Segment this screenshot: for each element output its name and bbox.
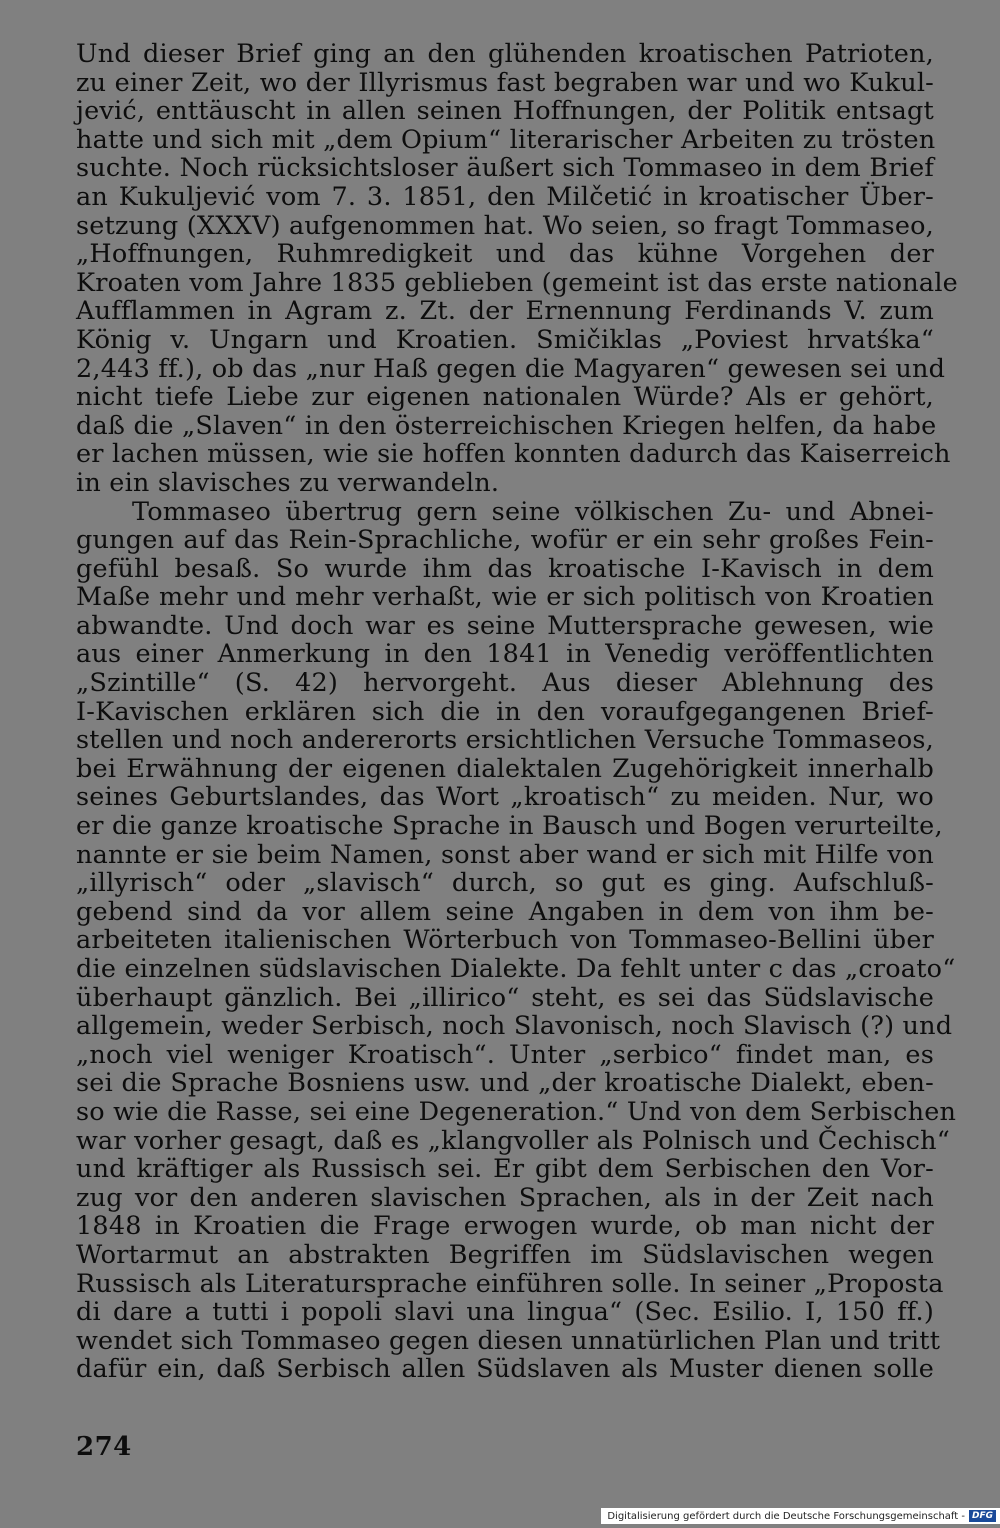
text-line: in ein slavisches zu verwandeln. bbox=[76, 467, 500, 498]
text-line: sei die Sprache Bosniens usw. und „der kroatische Dialekt, eben- bbox=[76, 1068, 934, 1099]
text-line: „Hoffnungen, Ruhmredigkeit und das kühne Vorgehen der bbox=[76, 239, 934, 270]
text-line: nicht tiefe Liebe zur eigenen nationalen Würde? Als er gehört, bbox=[76, 382, 934, 413]
text-line: abwandte. Und doch war es seine Muttersprache gewesen, wie bbox=[76, 610, 934, 641]
text-line: „Szintille“ (S. 42) hervorgeht. Aus dieser Ablehnung des bbox=[76, 668, 934, 699]
text-line: Aufflammen in Agram z. Zt. der Ernennung Ferdinands V. zum bbox=[76, 296, 934, 327]
footer-text: Digitalisierung gefördert durch die Deutsche Forschungsgemeinschaft - bbox=[607, 1510, 965, 1522]
text-line: I-Kavischen erklären sich die in den voraufgegangenen Brief- bbox=[76, 696, 934, 727]
text-line: er die ganze kroatische Sprache in Bausch und Bogen verurteilte, bbox=[76, 811, 943, 842]
text-line: „illyrisch“ oder „slavisch“ durch, so gut es ging. Aufschluß- bbox=[76, 868, 934, 899]
text-line: Und dieser Brief ging an den glühenden kroatischen Patrioten, bbox=[76, 39, 934, 69]
text-line: an Kukuljević vom 7. 3. 1851, den Milčetić in kroatischer Über- bbox=[76, 181, 934, 212]
text-line: gebend sind da vor allem seine Angaben in dem von ihm be- bbox=[76, 896, 934, 927]
text-line: setzung (XXXV) aufgenommen hat. Wo seien, so fragt Tommaseo, bbox=[76, 210, 934, 241]
page-number: 274 bbox=[76, 1432, 132, 1462]
text-line: nannte er sie beim Namen, sonst aber wand er sich mit Hilfe von bbox=[76, 839, 934, 870]
text-line: bei Erwähnung der eigenen dialektalen Zugehörigkeit innerhalb bbox=[76, 753, 934, 784]
text-line: arbeiteten italienischen Wörterbuch von Tommaseo-Bellini über bbox=[76, 925, 934, 956]
text-line: Wortarmut an abstrakten Begriffen im Südslavischen wegen bbox=[76, 1239, 934, 1270]
text-line: 1848 in Kroatien die Frage erwogen wurde, ob man nicht der bbox=[76, 1211, 934, 1242]
text-line: und kräftiger als Russisch sei. Er gibt dem Serbischen den Vor- bbox=[76, 1154, 934, 1185]
paragraph-1 bbox=[76, 39, 958, 498]
dfg-logo-icon: DFG bbox=[969, 1510, 996, 1522]
paragraph-2 bbox=[76, 496, 957, 1385]
text-line: König v. Ungarn und Kroatien. Smičiklas „Poviest hrvatśka“ bbox=[76, 324, 934, 355]
text-line: so wie die Rasse, sei eine Degeneration.“ Und von dem Serbischen bbox=[76, 1096, 957, 1127]
text-line: gefühl besaß. So wurde ihm das kroatische I-Kavisch in dem bbox=[76, 553, 934, 584]
text-line: 2,443 ff.), ob das „nur Haß gegen die Magyaren“ gewesen sei und bbox=[76, 353, 946, 384]
text-line: die einzelnen südslavischen Dialekte. Da fehlt unter c das „croato“ bbox=[76, 954, 956, 984]
text-line: hatte und sich mit „dem Opium“ literarischer Arbeiten zu trösten bbox=[76, 124, 936, 155]
text-line: Kroaten vom Jahre 1835 geblieben (gemeint ist das erste nationale bbox=[76, 267, 958, 298]
text-line: daß die „Slaven“ in den österreichischen Kriegen helfen, da habe bbox=[76, 410, 937, 441]
text-line: Tommaseo übertrug gern seine völkischen Zu- und Abnei- bbox=[132, 496, 934, 527]
text-line: Russisch als Literatursprache einführen solle. In seiner „Proposta bbox=[76, 1268, 944, 1299]
text-line: „noch viel weniger Kroatisch“. Unter „serbico“ findet man, es bbox=[76, 1039, 934, 1070]
text-line: dafür ein, daß Serbisch allen Südslaven als Muster dienen solle bbox=[76, 1354, 934, 1385]
text-line: er lachen müssen, wie sie hoffen konnten dadurch das Kaiserreich bbox=[76, 439, 951, 470]
text-line: gungen auf das Rein-Sprachliche, wofür er ein sehr großes Fein- bbox=[76, 525, 934, 556]
page-body bbox=[76, 39, 958, 1385]
text-line: jević, enttäuscht in allen seinen Hoffnungen, der Politik entsagt bbox=[76, 96, 934, 127]
text-line: suchte. Noch rücksichtsloser äußert sich Tommaseo in dem Brief bbox=[76, 153, 934, 184]
text-line: di dare a tutti i popoli slavi una lingua“ (Sec. Esilio. I, 150 ff.) bbox=[76, 1297, 934, 1328]
text-line: seines Geburtslandes, das Wort „kroatisch“ zu meiden. Nur, wo bbox=[76, 782, 934, 813]
digitization-footer bbox=[601, 1508, 1000, 1524]
text-line: zu einer Zeit, wo der Illyrismus fast begraben war und wo Kukul- bbox=[76, 67, 934, 98]
text-line: allgemein, weder Serbisch, noch Slavonisch, noch Slavisch (?) und bbox=[76, 1011, 953, 1042]
text-line: aus einer Anmerkung in den 1841 in Venedig veröffentlichten bbox=[76, 639, 934, 670]
text-line: überhaupt gänzlich. Bei „illirico“ steht, es sei das Südslavische bbox=[76, 982, 934, 1013]
text-line: wendet sich Tommaseo gegen diesen unnatürlichen Plan und tritt bbox=[76, 1325, 941, 1356]
text-line: zug vor den anderen slavischen Sprachen, als in der Zeit nach bbox=[76, 1182, 934, 1213]
text-line: Maße mehr und mehr verhaßt, wie er sich politisch von Kroatien bbox=[76, 582, 934, 613]
text-line: stellen und noch andererorts ersichtlichen Versuche Tommaseos, bbox=[76, 725, 934, 756]
text-line: war vorher gesagt, daß es „klangvoller als Polnisch und Čechisch“ bbox=[76, 1125, 950, 1156]
